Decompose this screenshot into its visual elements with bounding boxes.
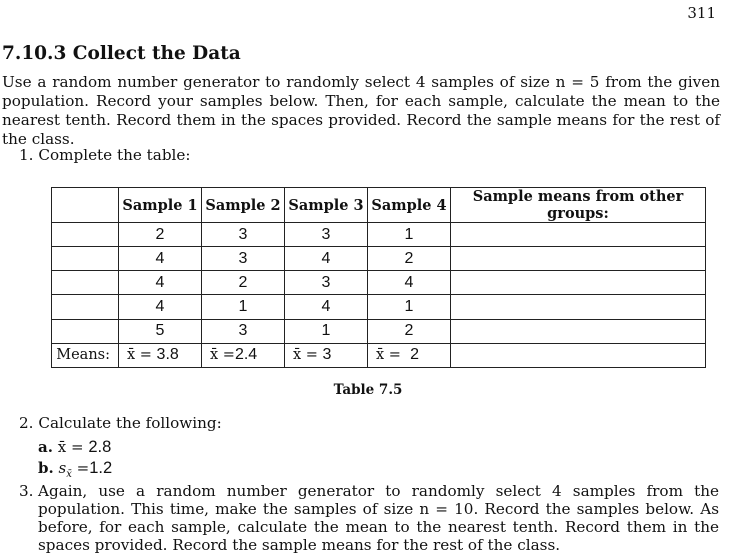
table-row (52, 247, 706, 271)
table-cell[interactable]: 3 (202, 247, 285, 271)
table-header-sample-4: Sample 4 (368, 188, 451, 223)
table-cell[interactable]: 2 (368, 247, 451, 271)
table-cell[interactable]: 2 (202, 271, 285, 295)
q2b-subscript: x̄ (66, 469, 72, 480)
table-caption: Table 7.5 (333, 382, 403, 398)
other-groups-cell[interactable] (451, 295, 706, 319)
table-header-sample-2: Sample 2 (202, 188, 285, 223)
table-cell[interactable]: 3 (202, 223, 285, 247)
table-cell[interactable]: 1 (368, 295, 451, 319)
table-row (52, 319, 706, 343)
table-header-row (52, 188, 706, 223)
table-cell[interactable]: 2 (119, 223, 202, 247)
table-cell[interactable]: 3 (285, 271, 368, 295)
table-header-blank (52, 188, 119, 223)
q2b-equals: = (76, 459, 90, 477)
table-row (52, 271, 706, 295)
table-row (52, 295, 706, 319)
table-cell[interactable]: 1 (202, 295, 285, 319)
mean-value: 2.4 (234, 346, 258, 364)
page-number: 311 (687, 4, 716, 22)
q2a-label: a. (38, 438, 53, 456)
other-groups-cell[interactable] (451, 223, 706, 247)
question-2: 2. Calculate the following: (19, 414, 222, 432)
table-cell[interactable]: 4 (119, 247, 202, 271)
table-header-sample-3: Sample 3 (285, 188, 368, 223)
intro-paragraph: Use a random number generator to randomly select 4 samples of size n = 5 from the given population. Record your samples below. Then, for each sample, calculate the mean to the nearest tenth. Record them in the spaces provided. Record the sample means for the rest of the class. (2, 73, 720, 148)
other-groups-cell[interactable] (451, 343, 706, 367)
table-cell[interactable]: 2 (368, 319, 451, 343)
question-2a (38, 438, 111, 457)
q2b-label: b. (38, 459, 54, 477)
table-cell[interactable]: 5 (119, 319, 202, 343)
q3-number: 3. (19, 482, 34, 500)
table-cell[interactable]: 3 (202, 319, 285, 343)
mean-cell-sample-1[interactable]: x̄ = 3.8 (119, 343, 202, 367)
mean-cell-sample-4[interactable]: x̄ = 2 (368, 343, 451, 367)
table-cell[interactable]: 4 (119, 295, 202, 319)
q2a-answer[interactable]: 2.8 (88, 438, 112, 456)
table-row (52, 223, 706, 247)
question-3 (19, 482, 719, 554)
q2b-expression: s (58, 459, 67, 477)
question-1: 1. Complete the table: (19, 146, 191, 164)
section-title: 7.10.3 Collect the Data (2, 43, 241, 64)
table-cell[interactable]: 1 (285, 319, 368, 343)
table-cell[interactable]: 4 (119, 271, 202, 295)
mean-cell-sample-2[interactable]: x̄ =2.4 (202, 343, 285, 367)
other-groups-cell[interactable] (451, 271, 706, 295)
table-cell[interactable]: 4 (368, 271, 451, 295)
q3-text: Again, use a random number generator to randomly select 4 samples from the population. This time, make the samples of size n = 10. Record the samples below. As before, for each sample, calculate the mean to the nearest tenth. Record them in the spaces provided. Record the sample means for the rest of the class. (38, 482, 719, 554)
mean-value: 2 (410, 346, 420, 364)
table-header-other-groups: Sample means from other groups: (451, 188, 706, 223)
means-row (52, 343, 706, 367)
other-groups-cell[interactable] (451, 247, 706, 271)
q2b-answer[interactable]: 1.2 (89, 459, 113, 477)
q2a-expression: x̄ = (57, 438, 84, 456)
mean-cell-sample-3[interactable]: x̄ = 3 (285, 343, 368, 367)
other-groups-cell[interactable] (451, 319, 706, 343)
means-label: Means: (52, 343, 119, 367)
sample-table (51, 187, 706, 368)
mean-value: 3 (322, 346, 332, 364)
table-header-sample-1: Sample 1 (119, 188, 202, 223)
table-cell[interactable]: 4 (285, 247, 368, 271)
table-cell[interactable]: 4 (285, 295, 368, 319)
mean-value: 3.8 (156, 346, 179, 364)
table-cell[interactable]: 1 (368, 223, 451, 247)
table-cell[interactable]: 3 (285, 223, 368, 247)
question-2b (38, 459, 112, 480)
